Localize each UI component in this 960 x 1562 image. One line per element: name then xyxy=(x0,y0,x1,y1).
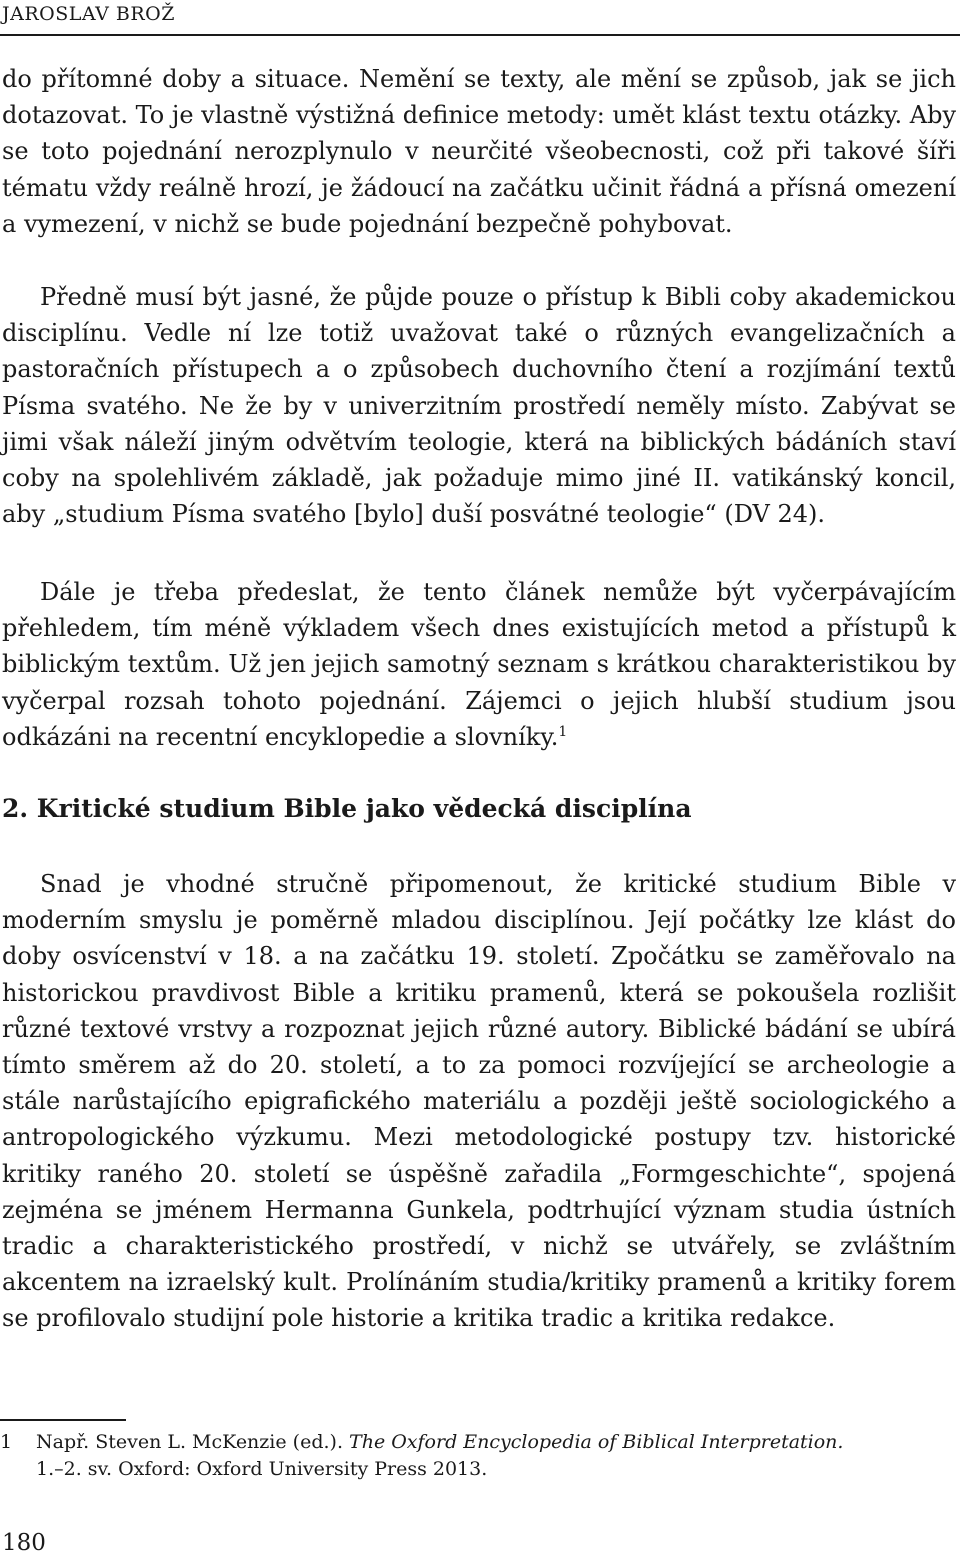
footnote-citation-prefix: Např. Steven L. McKenzie (ed.). xyxy=(36,1431,350,1453)
footnote-number: 1 xyxy=(0,1431,13,1453)
footnote xyxy=(0,1429,956,1483)
footnote-title: The Oxford Encyclopedia of Biblical Interpretation. xyxy=(349,1431,844,1453)
paragraph-3 xyxy=(2,574,956,755)
paragraph-4: Snad je vhodné stručně připomenout, že kritické studium Bible v moderním smyslu je poměrně mladou disciplínou. Její počátky lze klást do doby osvícenství v 18. a na začátku 19. století. Zpočátku se zaměřovalo na historickou pravdivost Bible a kritiku pramenů, která se pokoušela rozlišit různé textové vrstvy a rozpoznat jejich různé autory. Biblické bádání se ubírá tímto směrem až do 20. století, a to za pomoci rozvíjející se archeologie a stále narůstajícího epigrafického materiálu a později ještě sociologického a antropologického výzkumu. Mezi metodologické postupy tzv. historické kritiky raného 20. století se úspěšně zařadila „Formgeschichte“, spojená zejména se jménem Hermanna Gunkela, podtrhující význam studia ústních tradic a charakteristického prostředí, v nichž se utvářely, se zvláštním akcentem na izraelský kult. Prolínáním studia/kritiky pramenů a kritiky forem se profilovalo studijní pole historie a kritika tradic a kritika redakce. xyxy=(2,870,956,1333)
running-head-author: JAROSLAV BROŽ xyxy=(2,3,175,25)
paragraph-1: do přítomné doby a situace. Nemění se texty, ale mění se způsob, jak se jich dotazovat. To je vlastně výstižná definice metody: umět klást textu otázky. Aby se toto pojednání nerozplynulo v neurčité všeobecnosti, což při takové šíři tématu vždy reálně hrozí, je žádoucí na začátku učinit řádná a přísná omezení a vymezení, v nichž se bude pojednání bezpečně pohybovat. xyxy=(2,65,956,238)
page-number: 180 xyxy=(2,1530,46,1556)
running-head xyxy=(0,0,960,36)
paragraph-2: Předně musí být jasné, že půjde pouze o přístup k Bibli coby akademickou disciplínu. Vedle ní lze totiž uvažovat také o různých evangelizačních a pastoračních přístupech a o způsobech duchovního čtení a rozjímání textů Písma svatého. Ne že by v univerzitním prostředí neměly místo. Zabývat se jimi však náleží jiným odvětvím teologie, která na biblických bádáních staví coby na spolehlivém základě, jak požaduje mimo jiné II. vatikánský koncil, aby „studium Písma svatého [bylo] duší posvátné teologie“ (DV 24). xyxy=(2,283,956,529)
footnote-divider xyxy=(0,1419,126,1421)
footnote-reference[interactable]: 1 xyxy=(558,723,568,740)
footnote-citation-suffix: 1.–2. sv. Oxford: Oxford University Press 2013. xyxy=(36,1458,488,1480)
paragraph-3-text: Dále je třeba předeslat, že tento článek nemůže být vyčerpávajícím přehledem, tím méně výkladem všech dnes existujících metod a přístupů k biblickým textům. Už jen jejich samotný seznam s krátkou charakteristikou by vyčerpal rozsah tohoto pojednání. Zájemci o jejich hlubší studium jsou odkázáni na recentní encyklopedie a slovníky. xyxy=(2,578,956,751)
section-heading: 2. Kritické studium Bible jako vědecká disciplína xyxy=(2,794,692,823)
